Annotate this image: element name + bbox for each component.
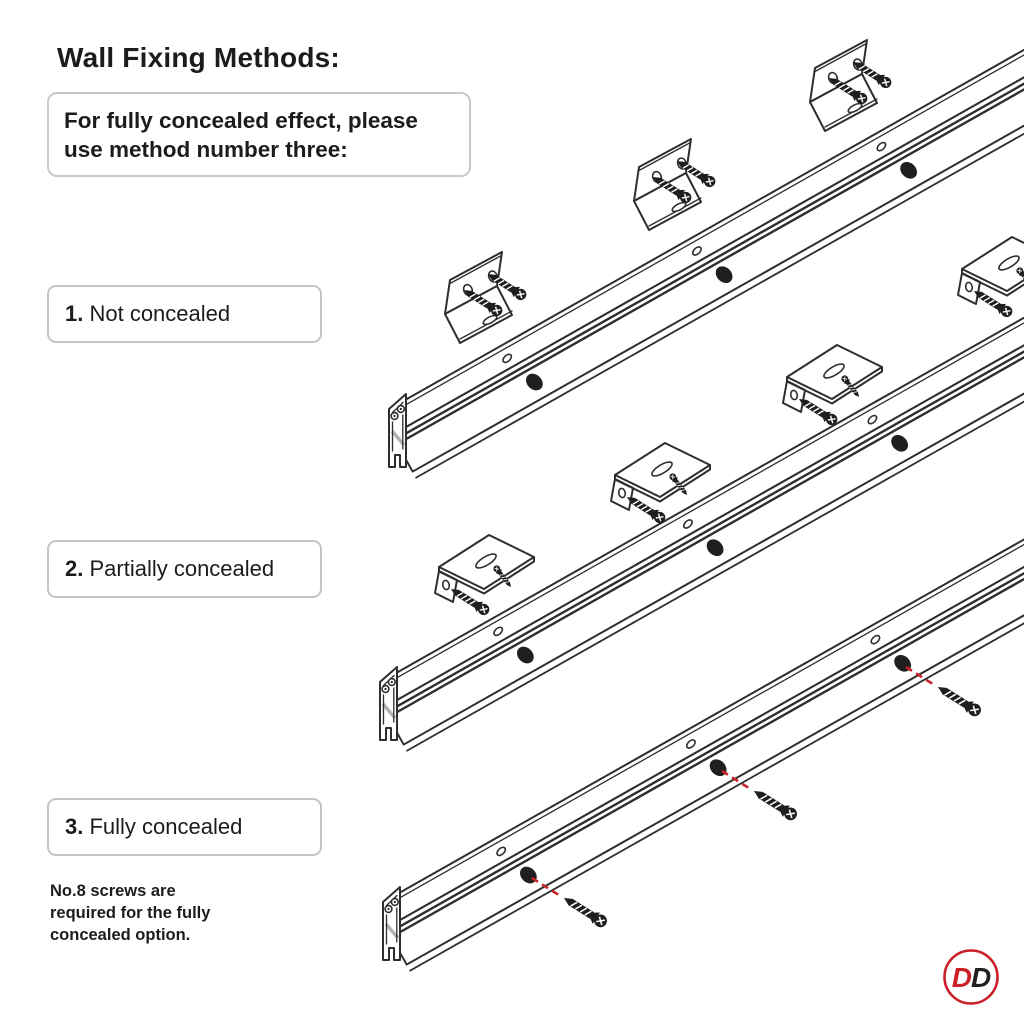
- dd-logo-icon: [945, 951, 998, 1004]
- logo-letter-1: D: [951, 962, 971, 993]
- track-end-profile-icon: [383, 887, 400, 960]
- l-bracket-icon: [445, 252, 529, 343]
- method-number: 2.: [65, 556, 84, 581]
- method-label: Partially concealed: [83, 556, 275, 581]
- method-label: Fully concealed: [83, 814, 243, 839]
- page-title: Wall Fixing Methods:: [57, 42, 340, 73]
- svg-text:DD: [952, 962, 991, 993]
- callout-line-2: use method number three:: [64, 137, 348, 162]
- track-end-profile-icon: [380, 667, 397, 740]
- note-line-3: concealed option.: [50, 926, 191, 944]
- note-line-2: required for the fully: [50, 904, 211, 922]
- countersunk-screw-icon: [750, 785, 799, 823]
- method-label: Not concealed: [83, 301, 231, 326]
- note-line-1: No.8 screws are: [50, 882, 176, 900]
- method-number: 1.: [65, 301, 84, 326]
- l-bracket-icon: [634, 139, 718, 230]
- track-end-profile-icon: [389, 394, 406, 467]
- clamp-bracket-icon: [958, 237, 1024, 320]
- countersunk-screw-icon: [560, 892, 609, 930]
- method-number: 3.: [65, 814, 84, 839]
- callout-line-1: For fully concealed effect, please: [64, 108, 418, 133]
- l-bracket-icon: [810, 40, 894, 131]
- countersunk-screw-icon: [934, 681, 983, 719]
- logo-letter-2: D: [971, 962, 991, 993]
